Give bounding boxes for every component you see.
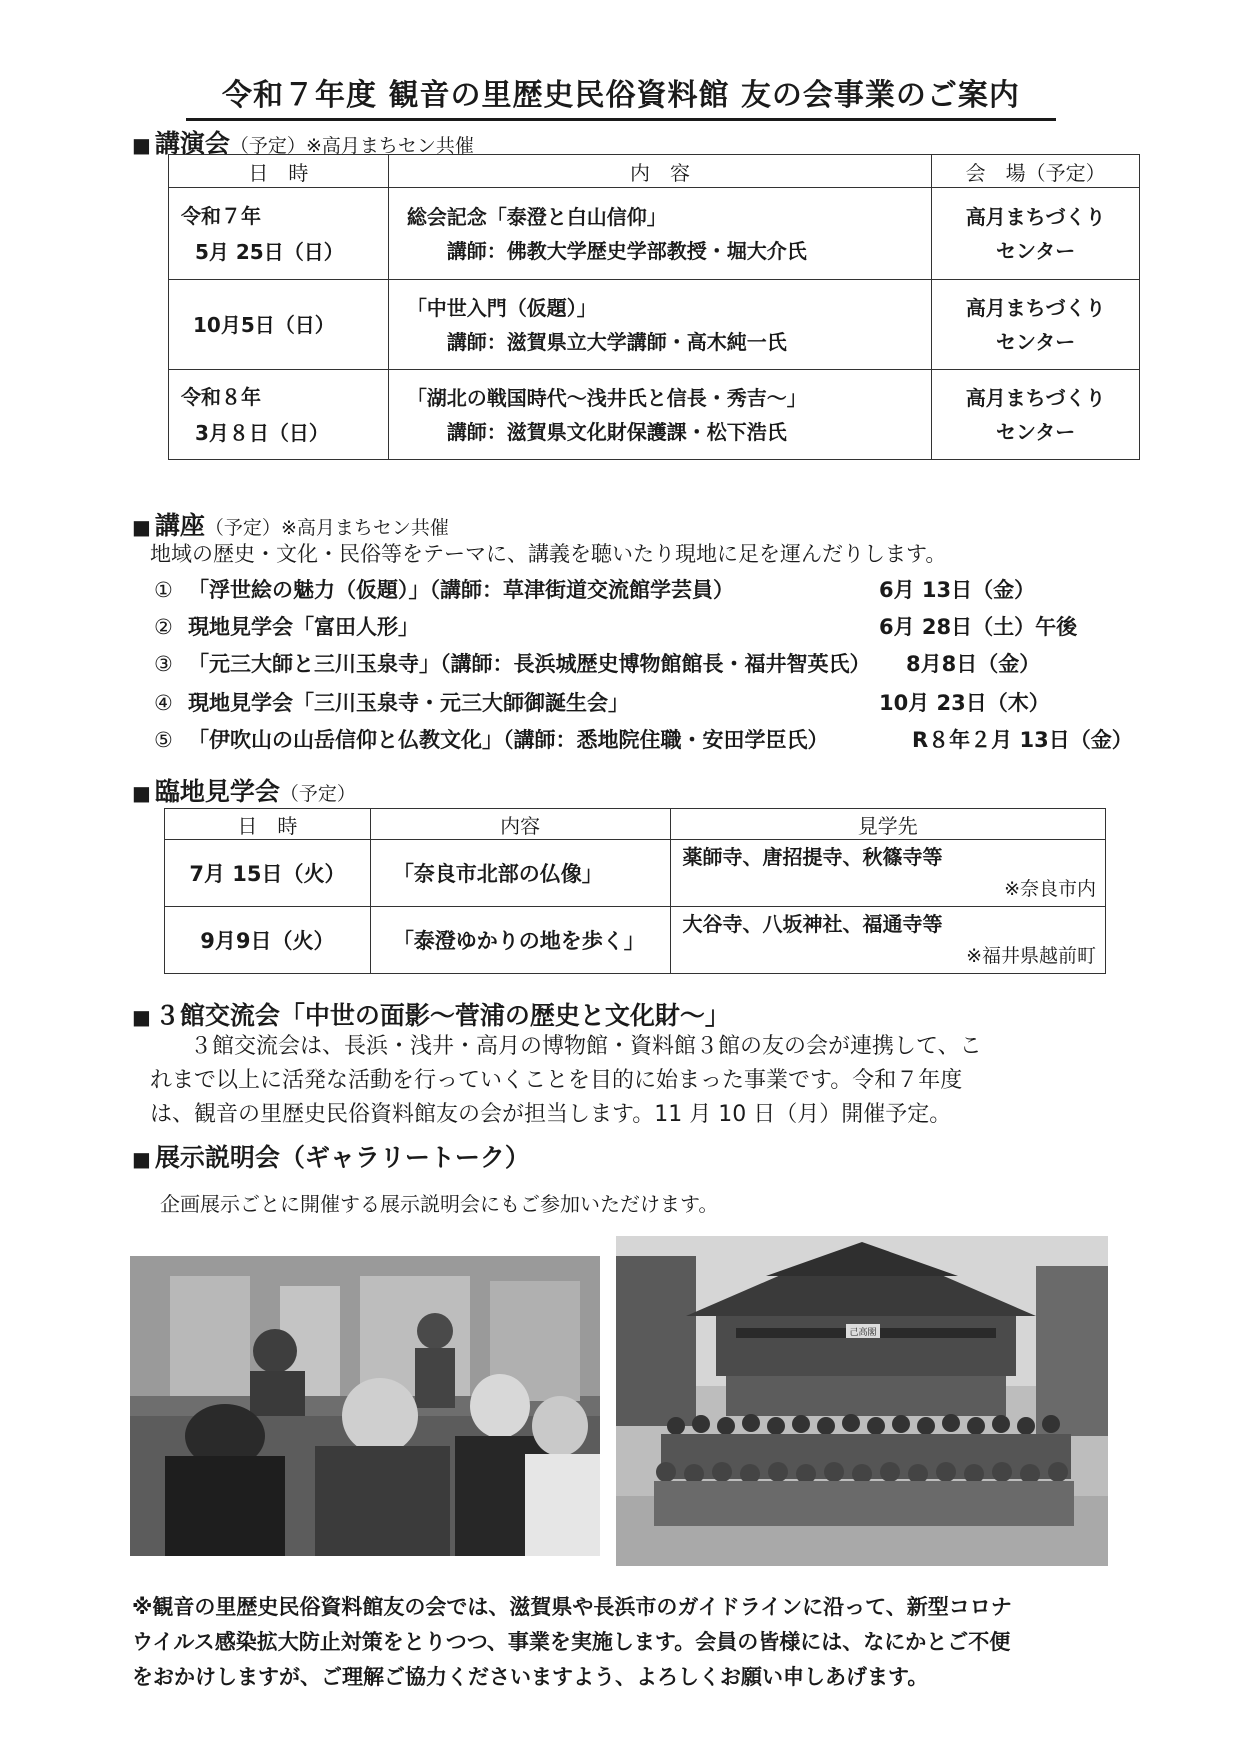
gallery-heading: ■ 展示説明会（ギャラリートーク） — [132, 1143, 530, 1172]
temple-group-illustration — [616, 1236, 1108, 1566]
square-bullet-icon: ■ — [132, 515, 151, 539]
gallery-text: 企画展示ごとに開催する展示説明会にもご参加いただけます。 — [160, 1192, 719, 1216]
list-item: ③ 「元三大師と三川玉泉寺」（講師：長浜城歴史博物館館長・福井智英氏） 8月8日（金） — [154, 652, 1041, 676]
page-title: 令和７年度 観音の里歴史民俗資料館 友の会事業のご案内 — [186, 70, 1056, 121]
table-row: 10月5日（日） 「中世入門（仮題）」 講師：滋賀県立大学講師・高木純一氏 高月まちづくり センター — [169, 280, 1140, 370]
gallery-talk-illustration — [130, 1256, 600, 1556]
header-date: 日 時 — [169, 155, 389, 188]
table-row: 9月9日（火） 「泰澄ゆかりの地を歩く」 大谷寺、八坂神社、福通寺等 ※福井県越前町 — [165, 907, 1106, 974]
list-item: ① 「浮世絵の魅力（仮題）」（講師：草津街道交流館学芸員） 6月 13日（金） — [154, 578, 1036, 602]
courses-intro: 地域の歴史・文化・民俗等をテーマに、講義を聴いたり現地に足を運んだりします。 — [150, 542, 947, 566]
header-venue: 会 場（予定） — [932, 155, 1140, 188]
lectures-header-row — [169, 155, 1140, 188]
header-content: 内 容 — [388, 155, 931, 188]
exchange-heading: ■ ３館交流会「中世の面影～菅浦の歴史と文化財～」 — [132, 1001, 730, 1030]
tours-heading: ■ 臨地見学会（予定） — [132, 777, 356, 806]
lectures-heading: ■ 講演会（予定）※高月まちセン共催 — [132, 129, 474, 158]
temple-sign: 己高閣 — [849, 1328, 877, 1338]
exchange-paragraph: ３館交流会は、長浜・浅井・高月の博物館・資料館３館の友の会が連携して、こ れまで以上に活発な活動を行っていくことを目的に始まった事業です。令和７年度 は、観音の里歴史民俗資料館友の会が担当します。11 月 10 日（月）開催予定。 — [150, 1034, 982, 1127]
gallery-talk-photo — [130, 1256, 600, 1556]
list-item: ⑤ 「伊吹山の山岳信仰と仏教文化」（講師：悉地院住職・安田学臣氏） R８年２月 13日（金） — [154, 728, 1133, 752]
table-row: 令和８年 3月８日（日） 「湖北の戦国時代～浅井氏と信長・秀吉～」 講師：滋賀県文化財保護課・松下浩氏 高月まちづくり センター — [169, 370, 1140, 460]
courses-heading: ■ 講座（予定）※高月まちセン共催 — [132, 511, 449, 540]
footer-note: ※観音の里歴史民俗資料館友の会では、滋賀県や長浜市のガイドラインに沿って、新型コロナ ウイルス感染拡大防止対策をとりつつ、事業を実施します。会員の皆様には、なにかとご不便 をおかけしますが、ご理解ご協力くださいますよう、よろしくお願い申しあげます。 — [132, 1595, 1012, 1689]
tours-header-row: 日 時 内容 見学先 — [165, 809, 1106, 840]
table-row: 令和７年 5月 25日（日） 総会記念「泰澄と白山信仰」 講師：佛教大学歴史学部教授・堀大介氏 高月まちづくり センター — [169, 188, 1140, 280]
square-bullet-icon: ■ — [132, 1005, 151, 1029]
lectures-table — [168, 154, 1140, 460]
list-item: ② 現地見学会「富田人形」 6月 28日（土）午後 — [154, 615, 1078, 639]
square-bullet-icon: ■ — [132, 781, 151, 805]
tours-table — [164, 808, 1106, 974]
square-bullet-icon: ■ — [132, 1147, 151, 1171]
temple-group-photo — [616, 1236, 1108, 1566]
table-row: 7月 15日（火） 「奈良市北部の仏像」 薬師寺、唐招提寺、秋篠寺等 ※奈良市内 — [165, 840, 1106, 907]
list-item: ④ 現地見学会「三川玉泉寺・元三大師御誕生会」 10月 23日（木） — [154, 691, 1050, 715]
square-bullet-icon: ■ — [132, 133, 151, 157]
